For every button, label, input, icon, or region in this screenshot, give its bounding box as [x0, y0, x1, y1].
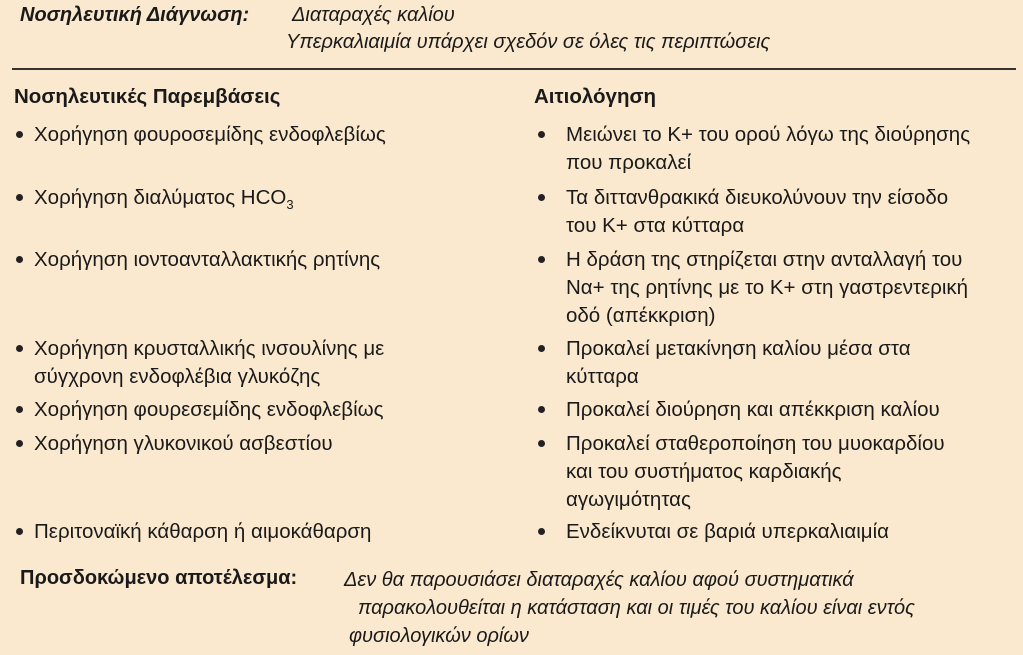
bullet-icon	[16, 256, 23, 263]
rationale-line: Να+ της ρητίνης με το Κ+ στη γαστρεντερική	[566, 276, 969, 299]
intervention-line: Χορήγηση φουροσεμίδης ενδοφλεβίως	[34, 123, 386, 146]
intervention-text: Χορήγηση διαλύματος HCO	[34, 186, 287, 209]
rationale-line: κύτταρα	[566, 365, 639, 388]
intervention-line: Χορήγηση ιοντοανταλλακτικής ρητίνης	[34, 248, 381, 271]
rationale-line: Τα διττανθρακικά διευκολύνουν την είσοδο	[566, 186, 949, 209]
intervention-item	[34, 518, 371, 546]
bullet-icon	[16, 440, 23, 447]
intervention-line: Χορήγηση κρυσταλλικής ινσουλίνης με	[34, 337, 385, 360]
rationale-heading: Αιτιολόγηση	[534, 85, 657, 108]
rationale-line: Μειώνει το Κ+ του ορού λόγω της διούρησης	[566, 123, 971, 146]
intervention-item	[34, 430, 333, 458]
intervention-item	[34, 396, 384, 424]
bullet-icon	[16, 194, 23, 201]
bullet-icon	[16, 406, 23, 413]
diagnosis-value: Διαταραχές καλίου	[292, 4, 455, 26]
rationale-line: Προκαλεί μετακίνηση καλίου μέσα στα	[566, 337, 911, 360]
bullet-icon	[538, 194, 545, 201]
rationale-line: Προκαλεί σταθεροποίηση του μυοκαρδίου	[566, 432, 945, 455]
intervention-line	[34, 184, 294, 212]
intervention-line: Χορήγηση γλυκονικού ασβεστίου	[34, 432, 333, 455]
section-divider	[12, 68, 1016, 70]
rationale-line: και του συστήματος καρδιακής	[566, 460, 842, 483]
intervention-item	[34, 335, 384, 391]
outcome-label: Προσδοκώμενο αποτέλεσμα:	[20, 567, 298, 589]
bullet-icon	[538, 256, 545, 263]
bullet-icon	[538, 528, 545, 535]
rationale-line: Ενδείκνυται σε βαριά υπερκαλιαιμία	[566, 520, 889, 543]
bullet-icon	[16, 528, 23, 535]
rationale-line: του Κ+ στα κύτταρα	[566, 214, 745, 237]
outcome-line: φυσιολογικών ορίων	[349, 625, 529, 647]
rationale-line: οδό (απέκκριση)	[566, 304, 716, 327]
intervention-item	[34, 246, 380, 274]
outcome-line: παρακολουθείται η κατάσταση και οι τιμές του καλίου είναι εντός	[358, 597, 915, 619]
rationale-line: αγωγιμότητας	[566, 488, 691, 511]
bullet-icon	[538, 131, 545, 138]
intervention-line: Περιτοναϊκή κάθαρση ή αιμοκάθαρση	[34, 520, 372, 543]
rationale-line: που προκαλεί	[566, 151, 692, 174]
bullet-icon	[538, 406, 545, 413]
bullet-icon	[16, 131, 23, 138]
rationale-item	[566, 246, 968, 330]
bullet-icon	[538, 440, 545, 447]
rationale-item	[566, 430, 945, 514]
rationale-line: Η δράση της στηρίζεται στην ανταλλαγή του	[566, 248, 963, 271]
intervention-line: σύγχρονη ενδοφλέβια γλυκόζης	[34, 365, 321, 388]
subscript-3: 3	[286, 197, 294, 212]
intervention-item	[34, 184, 294, 212]
rationale-item	[566, 184, 948, 240]
bullet-icon	[16, 345, 23, 352]
rationale-item	[566, 335, 911, 391]
bullet-icon	[538, 345, 545, 352]
diagnosis-detail: Υπερκαλιαιμία υπάρχει σχεδόν σε όλες τις περιπτώσεις	[286, 31, 771, 53]
rationale-line: Προκαλεί διούρηση και απέκκριση καλίου	[566, 398, 940, 421]
rationale-item	[566, 121, 970, 177]
rationale-item	[566, 396, 940, 424]
intervention-line: Χορήγηση φουρεσεμίδης ενδοφλεβίως	[34, 398, 384, 421]
rationale-item	[566, 518, 889, 546]
intervention-item	[34, 121, 386, 149]
interventions-heading: Νοσηλευτικές Παρεμβάσεις	[14, 85, 281, 108]
diagnosis-label: Νοσηλευτική Διάγνωση:	[20, 4, 250, 26]
outcome-line: Δεν θα παρουσιάσει διαταραχές καλίου αφού συστηματικά	[344, 569, 854, 591]
